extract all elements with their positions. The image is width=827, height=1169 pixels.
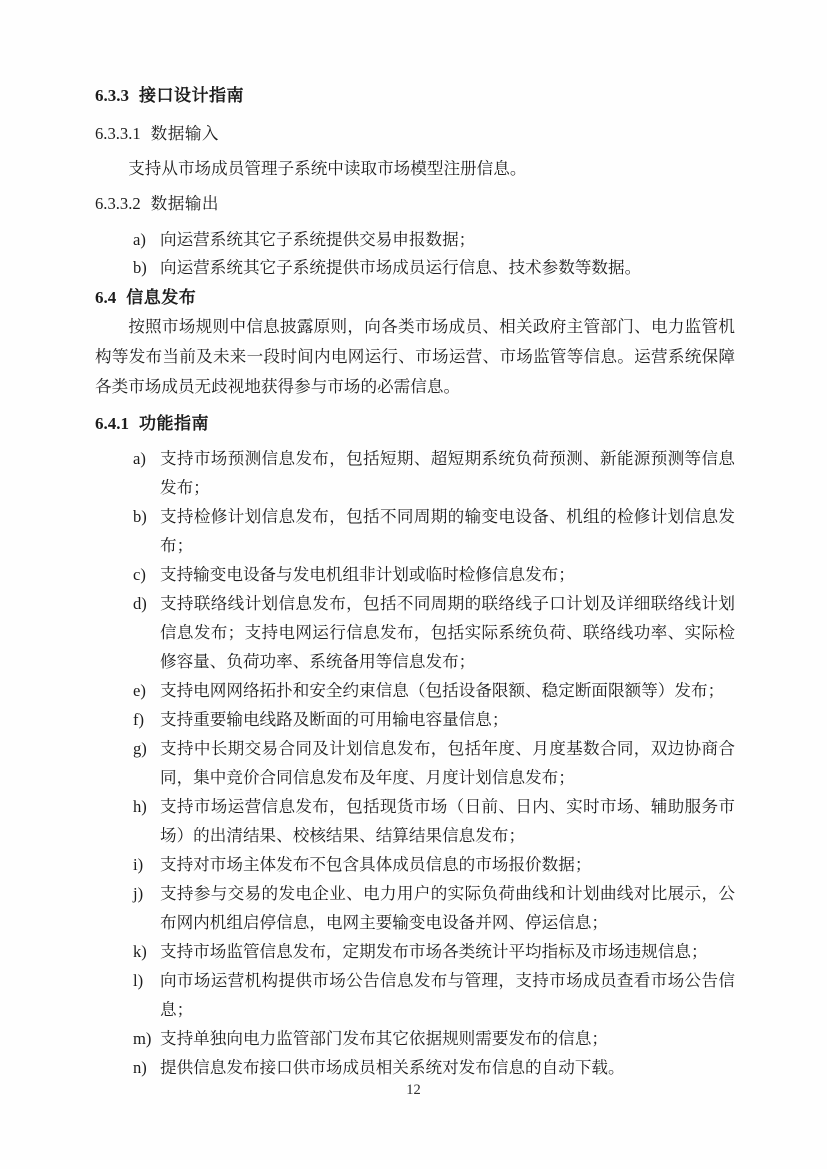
heading-title: 接口设计指南 (139, 86, 244, 105)
list-marker: n) (133, 1058, 147, 1077)
list-item-text: 支持市场运营信息发布，包括现货市场（日前、日内、实时市场、辅助服务市场）的出清结果、校核结果、结算结果信息发布； (160, 797, 735, 845)
heading-title: 功能指南 (139, 414, 209, 433)
list-marker: j) (133, 884, 144, 903)
list-item-text: 向运营系统其它子系统提供交易申报数据； (160, 230, 476, 249)
list-item (95, 1053, 735, 1082)
list-marker: c) (133, 565, 146, 584)
heading-6-3-3-1 (95, 122, 735, 146)
list-item (95, 502, 735, 560)
list-item-text: 支持中长期交易合同及计划信息发布，包括年度、月度基数合同，双边协商合同，集中竞价合同信息发布及年度、月度计划信息发布； (160, 739, 735, 787)
list-item (95, 966, 735, 1024)
list-item (95, 560, 735, 589)
list-item-text: 支持市场预测信息发布，包括短期、超短期系统负荷预测、新能源预测等信息发布； (160, 449, 735, 497)
list-item-text: 支持重要输电线路及断面的可用输电容量信息； (160, 710, 509, 729)
list-item (95, 254, 735, 282)
list-item-text: 支持电网网络拓扑和安全约束信息（包括设备限额、稳定断面限额等）发布； (160, 681, 725, 700)
list-marker: a) (133, 230, 146, 249)
list-item (95, 937, 735, 966)
list-marker: g) (133, 739, 147, 758)
list-item-text: 支持单独向电力监管部门发布其它依据规则需要发布的信息； (160, 1029, 609, 1048)
list-item-text: 向市场运营机构提供市场公告信息发布与管理，支持市场成员查看市场公告信息； (160, 971, 735, 1019)
heading-number: 6.4 (95, 288, 117, 307)
list-marker: m) (133, 1029, 152, 1048)
list-marker: b) (133, 258, 147, 277)
heading-title: 数据输出 (150, 194, 220, 213)
list-item (95, 226, 735, 254)
list-item-text: 支持联络线计划信息发布，包括不同周期的联络线子口计划及详细联络线计划信息发布；支持电网运行信息发布，包括实际系统负荷、联络线功率、实际检修容量、负荷功率、系统备用等信息发布； (160, 594, 735, 671)
list-item (95, 850, 735, 879)
heading-number: 6.3.3.2 (95, 194, 141, 213)
list-marker: b) (133, 507, 147, 526)
list-marker: h) (133, 797, 147, 816)
heading-title: 数据输入 (150, 124, 220, 143)
heading-6-4 (95, 286, 735, 310)
list-item (95, 676, 735, 705)
list-marker: e) (133, 681, 146, 700)
page-number: 12 (406, 1082, 421, 1098)
list-item (95, 1024, 735, 1053)
list-item (95, 444, 735, 502)
list-marker: d) (133, 594, 147, 613)
heading-6-3-3-2 (95, 192, 735, 216)
list-item-text: 支持参与交易的发电企业、电力用户的实际负荷曲线和计划曲线对比展示，公布网内机组启停信息，电网主要输变电设备并网、停运信息； (160, 884, 735, 932)
list-item (95, 589, 735, 676)
document-content (95, 84, 735, 1082)
heading-number: 6.3.3 (95, 86, 129, 105)
heading-6-3-3 (95, 84, 735, 108)
paragraph-data-input: 支持从市场成员管理子系统中读取市场模型注册信息。 (128, 159, 527, 178)
paragraph-info-publish: 按照市场规则中信息披露原则，向各类市场成员、相关政府主管部门、电力监管机构等发布当前及未来一段时间内电网运行、市场运营、市场监管等信息。运营系统保障各类市场成员无歧视地获得参与市场的必需信息。 (95, 317, 735, 396)
list-data-output (95, 226, 735, 282)
heading-number: 6.3.3.1 (95, 124, 141, 143)
list-item (95, 792, 735, 850)
heading-number: 6.4.1 (95, 414, 129, 433)
heading-title: 信息发布 (126, 288, 197, 307)
list-item-text: 支持检修计划信息发布，包括不同周期的输变电设备、机组的检修计划信息发布； (160, 507, 735, 555)
heading-6-4-1 (95, 412, 735, 436)
list-marker: k) (133, 942, 147, 961)
list-item (95, 879, 735, 937)
list-function-guide (95, 444, 735, 1082)
list-item-text: 支持对市场主体发布不包含具体成员信息的市场报价数据； (160, 855, 592, 874)
list-item (95, 705, 735, 734)
list-item-text: 提供信息发布接口供市场成员相关系统对发布信息的自动下载。 (160, 1058, 625, 1077)
list-item-text: 支持输变电设备与发电机组非计划或临时检修信息发布； (160, 565, 575, 584)
list-marker: l) (133, 971, 144, 990)
list-marker: a) (133, 449, 146, 468)
list-item-text: 向运营系统其它子系统提供市场成员运行信息、技术参数等数据。 (160, 258, 642, 277)
list-marker: f) (133, 710, 145, 729)
list-item (95, 734, 735, 792)
list-item-text: 支持市场监管信息发布，定期发布市场各类统计平均指标及市场违规信息； (160, 942, 708, 961)
list-marker: i) (133, 855, 144, 874)
